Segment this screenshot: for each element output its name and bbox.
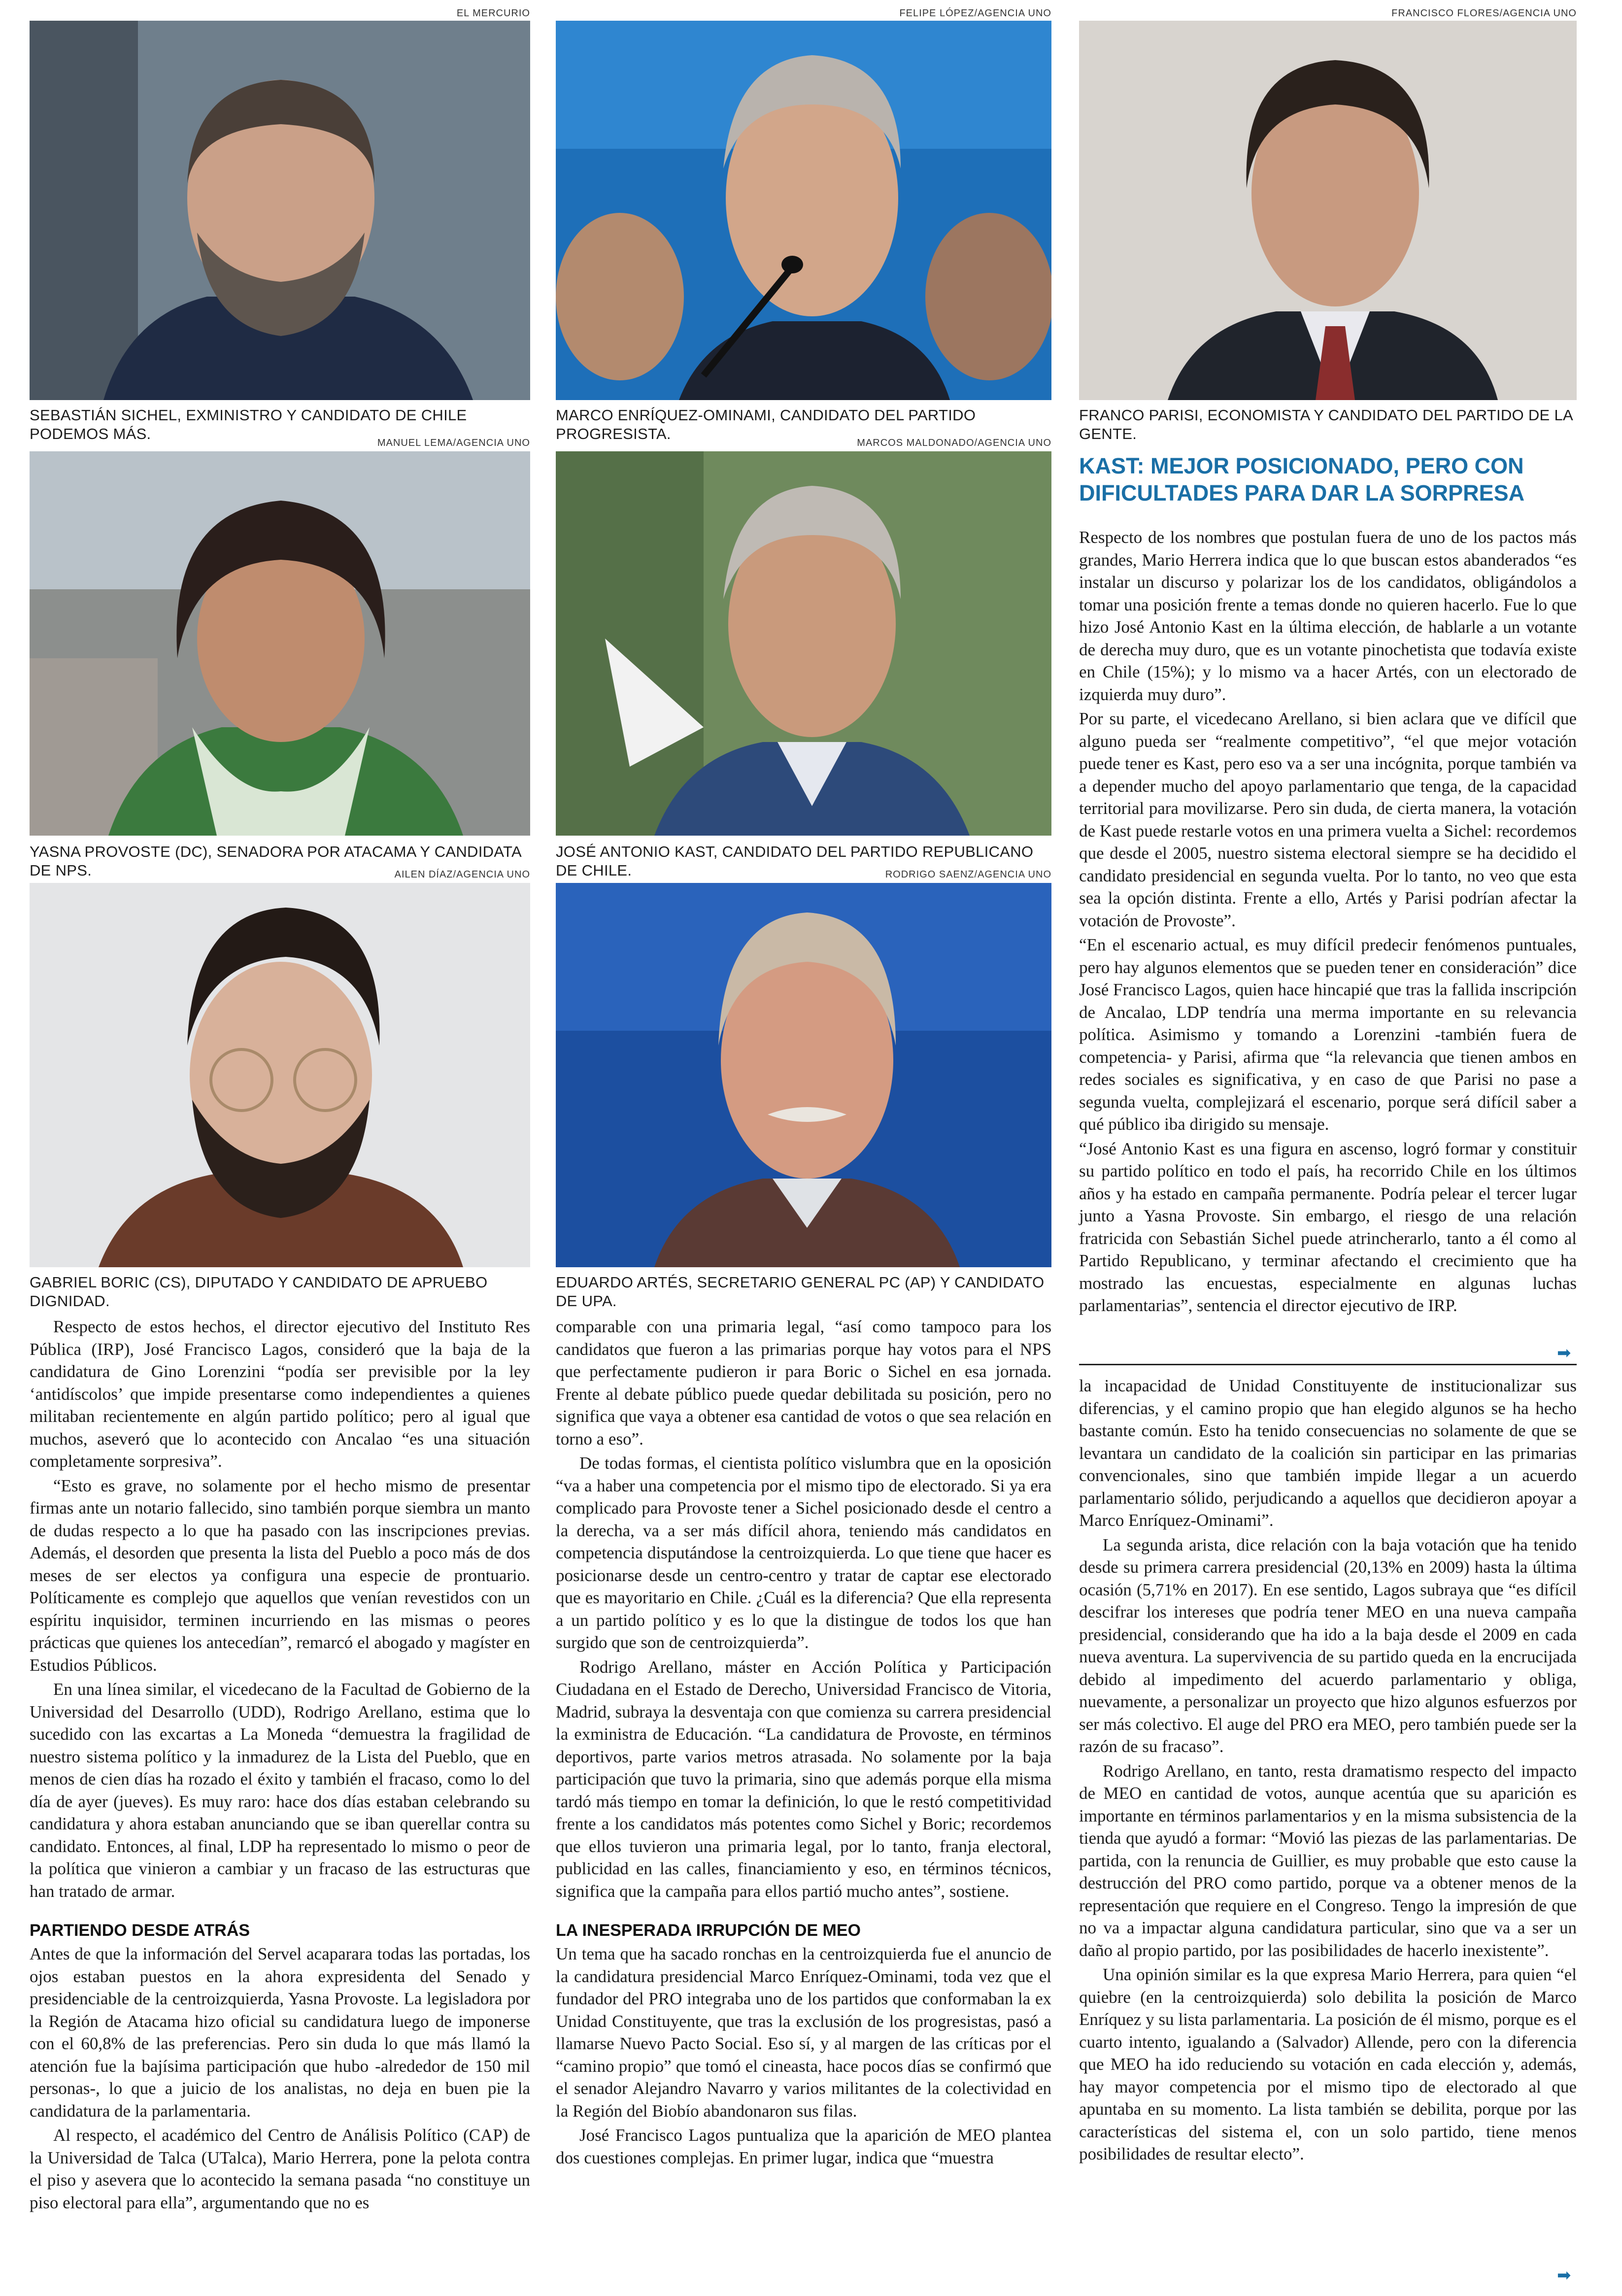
article-column-1 [30, 1316, 530, 2216]
article-paragraph: La segunda arista, dice relación con la baja votación que ha tenido desde su primera carrera presidencial (20,13% en 2009) hasta la última ocasión (5,71% en 2017). En ese sentido, Lagos subraya que “es difícil descifrar los intereses que podría tener MEO en una nueva campaña presidencial, considerando que ha ido a la baja desde el 2009 en cada nueva aventura. La supervivencia de su partido queda en la encrucijada debido al impedimento del acuerdo parlamentario y obliga, nuevamente, a personalizar un proyecto que hizo algunos esfuerzos por ser más colectivo. El auge del PRO era MEO, pero también puede ser la razón de su fracaso”. [1079, 1535, 1577, 1756]
article-paragraph: En una línea similar, el vicedecano de la Facultad de Gobierno de la Universidad del Desarrollo (UDD), Rodrigo Arellano, estima que lo sucedido con las excartas a La Moneda “demuestra la fragilidad de nuestro sistema político y la inmadurez de la Lista del Pueblo, que en menos de cien días ha rozado el éxito y también el fracaso, como lo del día de ayer (jueves). Es muy raro: hace dos días estaban celebrando su candidatura y ahora estaban anunciando que se iban querellar contra su candidato. Entonces, al final, LDP ha representado lo mismo o peor de la política que vinieron a cambiar y un fracaso de las estructuras que han tratado de armar. [30, 1680, 530, 1901]
photo-caption: JOSÉ ANTONIO KAST, CANDIDATO DEL PARTIDO REPUBLICANO DE CHILE. [556, 843, 1034, 879]
portrait-kast-image [556, 451, 1051, 836]
article-column-3 [1079, 1375, 1577, 2167]
photo-credit: AILEN DÍAZ/AGENCIA UNO [394, 869, 530, 880]
sidebar-paragraph: “En el escenario actual, es muy difícil predecir fenómenos puntuales, pero hay algunos elementos que se pueden tener en consideración” dice José Francisco Lagos, quien hace hincapié que tras la fallida inscripción de Ancalao, LDP tendría una merma importante en su relevancia política. Asimismo y tomando a Lorenzini -también fuera de competencia- y Parisi, afirma que “la relevancia que tienen ambos en redes sociales es significativa, y en caso de que Parisi no pase a segunda vuelta, complejizará el escenario, porque será difícil saber a qué público iba dirigido su mensaje. [1079, 935, 1577, 1134]
photo-caption: YASNA PROVOSTE (DC), SENADORA POR ATACAMA Y CANDIDATA DE NPS. [30, 843, 521, 879]
photo-provoste [30, 451, 530, 836]
portrait-meo-image [556, 21, 1051, 400]
photo-boric [30, 883, 530, 1267]
portrait-artes-image [556, 883, 1051, 1267]
article-paragraph: Una opinión similar es la que expresa Mario Herrera, para quien “el quiebre (en la centroizquierda) solo debilita la posición de Marco Enríquez y su lista parlamentaria. La posición de él mismo, porque es el cuarto intento, igualando a (Salvador) Allende, pero con la diferencia que MEO ha ido reduciendo su votación en cada elección y, además, hay mayor competencia por el mismo tipo de electorado al que apuntaba en su momento. La lista también se debilita, porque por las características del sistema el, con un solo partido, tiene menos posibilidades de resultar electo”. [1079, 1965, 1577, 2163]
photo-credit: MANUEL LEMA/AGENCIA UNO [377, 438, 530, 448]
article-column-2 [556, 1316, 1051, 2171]
photo-artes [556, 883, 1051, 1267]
photo-parisi [1079, 21, 1577, 400]
article-paragraph: Un tema que ha sacado ronchas en la centroizquierda fue el anuncio de la candidatura presidencial Marco Enríquez-Ominami, toda vez que el fundador del PRO integraba uno de los partidos que conformaban la ex Unidad Constituyente, que tras la exclusión de los progresistas, pasó a llamarse Nuevo Pacto Social. Eso sí, y al margen de las críticas por el “camino propio” que tomó el cineasta, hace pocos días se confirmó que el senador Alejandro Navarro y varios militantes de la colectividad en la Región del Biobío abandonaron sus filas. [556, 1944, 1051, 2121]
photo-caption: EDUARDO ARTÉS, SECRETARIO GENERAL PC (AP) Y CANDIDATO DE UPA. [556, 1274, 1045, 1310]
photo-kast [556, 451, 1051, 836]
photo-caption: SEBASTIÁN SICHEL, EXMINISTRO Y CANDIDATO DE CHILE PODEMOS MÁS. [30, 406, 467, 442]
article-paragraph: la incapacidad de Unidad Constituyente de institucionalizar sus diferencias, y el camino propio que han elegido algunos se ha hecho bastante común. Esto ha tenido consecuencias no solamente de que se levantara un candidato de la coalición sin participar en las primarias convencionales, sino que también impide llegar a un acuerdo parlamentario sólido, perjudicando a aquellos que decidieron apoyar a Marco Enríquez-Ominami”. [1079, 1376, 1577, 1530]
sidebar-headline: KAST: MEJOR POSICIONADO, PERO CON DIFICULTADES PARA DAR LA SORPRESA [1079, 453, 1525, 506]
section-divider [1079, 1364, 1577, 1365]
sidebar-paragraph: Por su parte, el vicedecano Arellano, si bien aclara que ve difícil que alguno pueda ser “realmente competitivo”, “el que mejor votación puede tener es Kast, pero eso va a ser una incógnita, porque también va a depender mucho del apoyo parlamentario que tenga, de la capacidad territorial para movilizarse. Pero sin duda, de cierta manera, la votación de Kast puede restarle votos en una primera vuelta a Sichel: recordemos que desde el 2005, nuestro sistema electoral siempre se ha decidido el candidato presidencial en segunda vuelta. Por lo tanto, no veo que esta sea la opción distinta. Frente a ello, Artés y Parisi podrían afectar la votación de Provoste”. [1079, 709, 1577, 930]
photo-caption: MARCO ENRÍQUEZ-OMINAMI, CANDIDATO DEL PARTIDO PROGRESISTA. [556, 406, 976, 442]
portrait-sichel-image [30, 21, 530, 400]
photo-sichel [30, 21, 530, 400]
photo-meo [556, 21, 1051, 400]
article-paragraph: comparable con una primaria legal, “así como tampoco para los candidatos que fueron a las primarias porque hay votos para el NPS que perfectamente pudieron ir para Boric o Sichel en esa jornada. Frente al debate público puede quedar debilitada su posición, pero no significa que vaya a obtener esa cantidad de votos o que sea relación en torno a eso”. [556, 1317, 1051, 1449]
article-paragraph: Respecto de estos hechos, el director ejecutivo del Instituto Res Pública (IRP), José Francisco Lagos, consideró que la baja de la candidatura de Gino Lorenzini “podía ser previsible por la ley ‘antidíscolos’ que impide presentarse como independientes a quienes militaban recientemente en algún partido político; pero al igual que muchos, aseveró que lo acontecido con Ancalao “es una situación completamente sorpresiva”. [30, 1317, 530, 1471]
article-paragraph: José Francisco Lagos puntualiza que la aparición de MEO plantea dos cuestiones complejas. En primer lugar, indica que “muestra [556, 2126, 1051, 2167]
sidebar-paragraph: Respecto de los nombres que postulan fuera de uno de los pactos más grandes, Mario Herrera indica que lo que buscan estos abanderados “es instalar un discurso y polarizar los de los candidatos, obligándolos a tomar una posición frente a temas donde no quieren hacerlo. Fue lo que hizo José Antonio Kast en la última elección, de hablarle a un votante de derecha muy duro, que es un votante pinochetista que todavía existe en Chile (15%); y lo mismo va a hacer Artés, con un electorado de izquierda muy duro”. [1079, 528, 1577, 704]
portrait-parisi-image [1079, 21, 1577, 400]
article-paragraph: De todas formas, el cientista político vislumbra que en la oposición “va a haber una competencia por el mismo tipo de electorado. Si ya era complicado para Provoste tener a Sichel posicionado desde el centro a la derecha, va a ser más difícil ahora, teniendo más candidatos en competencia disputándose la centroizquierda. Lo que tiene que hacer es posicionarse desde un centro-centro y tratar de captar ese electorado que es mayoritario en Chile. ¿Cuál es la diferencia? Que ella representa a un partido político y es lo que la distingue de todos los que han surgido que son de centroizquierda”. [556, 1453, 1051, 1652]
article-paragraph: Rodrigo Arellano, en tanto, resta dramatismo respecto del impacto de MEO en cantidad de votos, aunque acentúa que su aparición es importante en términos parlamentarios y en la misma subsistencia de la tienda que ayudó a formar: “Movió las piezas de las parlamentarias. De partida, con la renuncia de Guillier, es muy probable que esto cause la destrucción del PRO como partido, porque va a obtener menos de la representación que requiere en el Congreso. Tengo la impresión de que no va a impactar alguna candidatura particular, sino que va a ser un daño al propio partido, por las posibilidades de hacerlo inexistente”. [1079, 1761, 1577, 1960]
photo-caption: GABRIEL BORIC (CS), DIPUTADO Y CANDIDATO DE APRUEBO DIGNIDAD. [30, 1274, 488, 1310]
photo-caption: FRANCO PARISI, ECONOMISTA Y CANDIDATO DEL PARTIDO DE LA GENTE. [1079, 406, 1573, 442]
arrow-continue-icon: ➡ [1557, 1343, 1571, 1363]
article-paragraph: “Esto es grave, no solamente por el hecho mismo de presentar firmas ante un notario fallecido, sino también porque siembra un manto de dudas respecto a lo que ha pasado con las inscripciones previas. Además, el desorden que presenta la lista del Pueblo a poco más de dos meses de ser electos ya configura una especie de prontuario. Políticamente es complejo que aquellos que venían revestidos con un espíritu inquisidor, terminen incurriendo en las mismas o peores prácticas que quienes los antecedían”, remarcó el abogado y magíster en Estudios Públicos. [30, 1476, 530, 1675]
photo-credit: MARCOS MALDONADO/AGENCIA UNO [857, 438, 1051, 448]
sidebar-paragraph: “José Antonio Kast es una figura en ascenso, logró formar y constituir su partido político en todo el país, ha recorrido Chile en los últimos años y ha estado en campaña permanente. Podría pelear el tercer lugar junto a Yasna Provoste. Sin embargo, el riesgo de una relación fratricida con Sebastián Sichel puede atrincherarlo, tanto a él como al Partido Republicano, y terminar afectando el crecimiento que ha mostrado las encuestas, especialmente en algunas luchas parlamentarias”, sentencia el director ejecutivo de IRP. [1079, 1139, 1577, 1315]
article-paragraph: Antes de que la información del Servel acaparara todas las portadas, los ojos estaban puestos en la ahora expresidenta del Senado y presidenciable de la centroizquierda, Yasna Provoste. La legisladora por la Región de Atacama hizo oficial su candidatura luego de imponerse con el 60,8% de las preferencias. Pero sin duda lo que más llamó la atención fue la bajísima participación que hubo -alrededor de 150 mil personas-, lo que a juicio de los analistas, no deja en buen pie la candidatura de la parlamentaria. [30, 1944, 530, 2121]
article-paragraph: Rodrigo Arellano, máster en Acción Política y Participación Ciudadana en el Estado de Derecho, Universidad Francisco de Vitoria, Madrid, subraya la desventaja con que comienza su carrera presidencial la exministra de Educación. “La candidatura de Provoste, en términos deportivos, parte varios metros atrasada. No solamente por la baja participación que tuvo la primaria, sino que además porque ella misma tardó más tiempo en tomar la definición, lo que le restó competitividad frente a los candidatos más potentes como Sichel y Boric; recordemos que ellos tuvieron una primaria legal, por lo tanto, franja electoral, publicidad en las calles, financiamiento y eso, en términos técnicos, significa que la campaña para ellos partió mucho antes”, sostiene. [556, 1657, 1051, 1901]
photo-credit: FELIPE LÓPEZ/AGENCIA UNO [899, 8, 1051, 19]
sidebar-body [1079, 526, 1577, 1319]
photo-credit: RODRIGO SAENZ/AGENCIA UNO [885, 869, 1051, 880]
photo-credit: FRANCISCO FLORES/AGENCIA UNO [1391, 8, 1577, 19]
photo-credit: EL MERCURIO [456, 8, 530, 19]
article-subhead: PARTIENDO DESDE ATRÁS [30, 1921, 250, 1940]
article-paragraph: Al respecto, el académico del Centro de Análisis Político (CAP) de la Universidad de Talca (UTalca), Mario Herrera, pone la pelota contra el piso y asevera que lo acontecido la semana pasada “no constituye un piso electoral para ella”, argumentando que no es [30, 2126, 530, 2212]
portrait-provoste-image [30, 451, 530, 836]
article-subhead: LA INESPERADA IRRUPCIÓN DE MEO [556, 1921, 861, 1940]
portrait-boric-image [30, 883, 530, 1267]
arrow-continue-icon: ➡ [1557, 2265, 1571, 2285]
